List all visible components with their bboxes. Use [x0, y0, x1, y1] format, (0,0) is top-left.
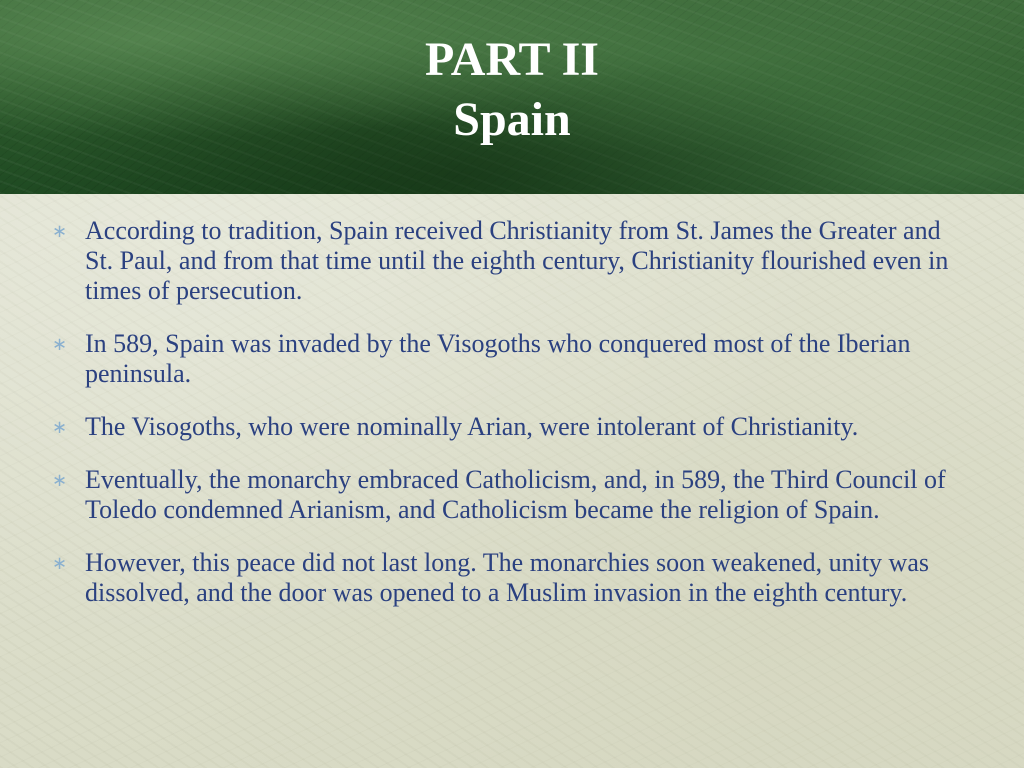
asterisk-bullet-icon: ∗	[52, 221, 68, 241]
slide-header-banner	[0, 0, 1024, 194]
asterisk-bullet-icon: ∗	[52, 417, 68, 437]
bullet-item-2	[52, 329, 972, 389]
bullet-item-1	[52, 216, 972, 306]
slide-title	[0, 30, 1024, 150]
title-part-label: PART II	[425, 33, 599, 86]
bullet-item-4	[52, 465, 972, 525]
title-subject: Spain	[453, 93, 571, 146]
slide-body	[52, 216, 972, 631]
bullet-item-3	[52, 412, 972, 442]
bullet-text: Eventually, the monarchy embraced Catholicism, and, in 589, the Third Council of Toledo condemned Arianism, and Catholicism became the religion of Spain.	[85, 465, 946, 524]
asterisk-bullet-icon: ∗	[52, 470, 68, 490]
bullet-list	[52, 216, 972, 608]
bullet-text: The Visogoths, who were nominally Arian, were intolerant of Christianity.	[85, 412, 859, 441]
bullet-text: However, this peace did not last long. The monarchies soon weakened, unity was dissolved, and the door was opened to a Muslim invasion in the eighth century.	[85, 548, 929, 607]
bullet-text: According to tradition, Spain received Christianity from St. James the Greater and St. Paul, and from that time until the eighth century, Christianity flourished even in times of persecution.	[85, 216, 949, 305]
asterisk-bullet-icon: ∗	[52, 334, 68, 354]
bullet-text: In 589, Spain was invaded by the Visogoths who conquered most of the Iberian peninsula.	[85, 329, 911, 388]
asterisk-bullet-icon: ∗	[52, 553, 68, 573]
bullet-item-5	[52, 548, 972, 608]
